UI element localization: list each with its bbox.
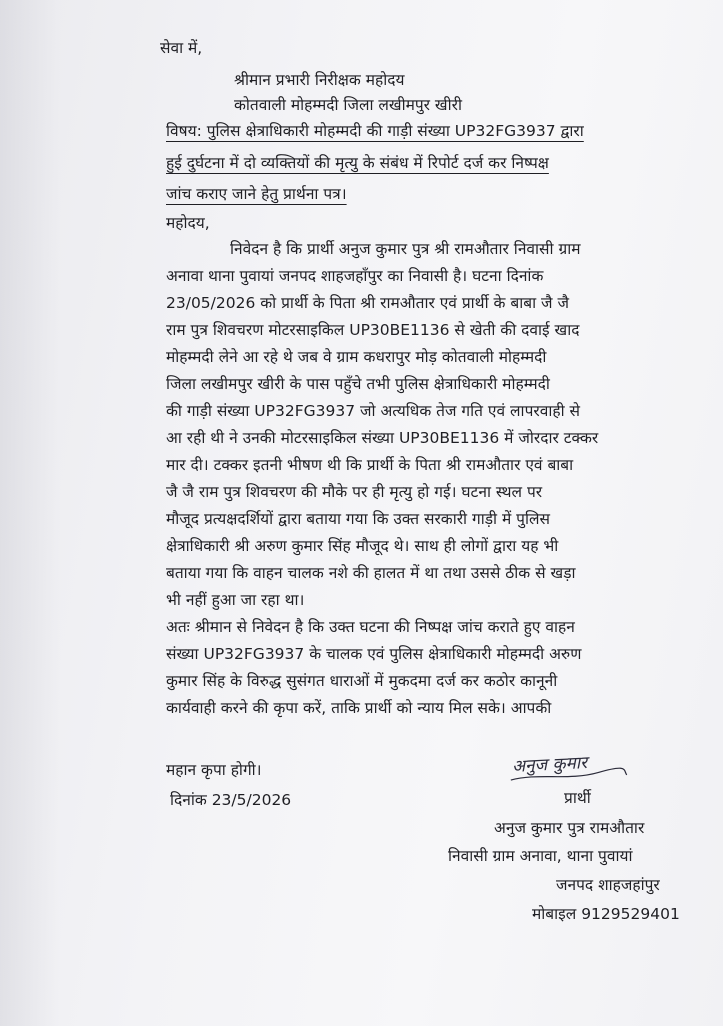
body-line: महान कृपा होगी। bbox=[166, 761, 262, 779]
applicant-mobile: मोबाइल 9129529401 bbox=[532, 905, 680, 923]
body-line: मोहम्मदी लेने आ रहे थे जब वे ग्राम कधरापुर मोड़ कोतवाली मोहम्मदी bbox=[166, 348, 547, 366]
applicant-signature bbox=[511, 750, 587, 777]
body-line: क्षेत्राधिकारी श्री अरुण कुमार सिंह मौजूद थे। साथ ही लोगों द्वारा यह भी bbox=[166, 537, 559, 555]
body-line: अनावा थाना पुवायां जनपद शाहजहाँपुर का निवासी है। घटना दिनांक bbox=[166, 267, 544, 285]
body-line: की गाड़ी संख्या UP32FG3937 जो अत्यधिक तेज गति एवं लापरवाही से bbox=[166, 402, 580, 420]
body-line: निवेदन है कि प्रार्थी अनुज कुमार पुत्र श्री रामऔतार निवासी ग्राम bbox=[230, 240, 581, 258]
subject-line-2: हुई दुर्घटना में दो व्यक्तियों की मृत्यु के संबंध में रिपोर्ट दर्ज कर निष्पक्ष bbox=[166, 154, 549, 172]
body-line: अतः श्रीमान से निवेदन है कि उक्त घटना की निष्पक्ष जांच कराते हुए वाहन bbox=[166, 618, 575, 636]
letter-date: दिनांक 23/5/2026 bbox=[170, 791, 292, 809]
recipient-line-1: श्रीमान प्रभारी निरीक्षक महोदय bbox=[234, 71, 405, 89]
body-line: राम पुत्र शिवचरण मोटरसाइकिल UP30BE1136 से खेती की दवाई खाद bbox=[166, 321, 580, 339]
page-shadow bbox=[0, 0, 60, 1026]
body-line: कार्यवाही करने की कृपा करें, ताकि प्रार्थी को न्याय मिल सके। आपकी bbox=[166, 699, 552, 717]
greeting: महोदय, bbox=[166, 214, 210, 232]
applicant-address-line-1: निवासी ग्राम अनावा, थाना पुवायां bbox=[448, 847, 633, 865]
subject-line-3: जांच कराए जाने हेतु प्रार्थना पत्र। bbox=[166, 185, 347, 203]
salutation: सेवा में, bbox=[160, 39, 203, 57]
signature-text: अनुज कुमार bbox=[511, 753, 588, 777]
applicant-label: प्रार्थी bbox=[564, 789, 591, 807]
body-line: 23/05/2026 को प्रार्थी के पिता श्री रामऔतार एवं प्रार्थी के बाबा जै जै bbox=[166, 294, 569, 312]
body-line: जै जै राम पुत्र शिवचरण की मौके पर ही मृत्यु हो गई। घटना स्थल पर bbox=[166, 483, 543, 501]
body-line: बताया गया कि वाहन चालक नशे की हालत में था तथा उससे ठीक से खड़ा bbox=[166, 564, 576, 582]
body-line: संख्या UP32FG3937 के चालक एवं पुलिस क्षेत्राधिकारी मोहम्मदी अरुण bbox=[166, 645, 582, 663]
body-line: भी नहीं हुआ जा रहा था। bbox=[166, 591, 305, 609]
body-line: आ रही थी ने उनकी मोटरसाइकिल संख्या UP30BE1136 में जोरदार टक्कर bbox=[166, 429, 599, 447]
applicant-name: अनुज कुमार पुत्र रामऔतार bbox=[494, 819, 645, 837]
applicant-address-line-2: जनपद शाहजहांपुर bbox=[556, 876, 660, 894]
subject-line-1: विषय: पुलिस क्षेत्राधिकारी मोहम्मदी की गाड़ी संख्या UP32FG3937 द्वारा bbox=[166, 122, 584, 140]
body-line: मौजूद प्रत्यक्षदर्शियों द्वारा बताया गया कि उक्त सरकारी गाड़ी में पुलिस bbox=[166, 510, 550, 528]
body-line: जिला लखीमपुर खीरी के पास पहुँचे तभी पुलिस क्षेत्राधिकारी मोहम्मदी bbox=[166, 375, 550, 393]
recipient-line-2: कोतवाली मोहम्मदी जिला लखीमपुर खीरी bbox=[234, 96, 462, 114]
body-line: कुमार सिंह के विरुद्ध सुसंगत धाराओं में मुकदमा दर्ज कर कठोर कानूनी bbox=[166, 672, 558, 690]
body-line: मार दी। टक्कर इतनी भीषण थी कि प्रार्थी के पिता श्री रामऔतार एवं बाबा bbox=[166, 456, 574, 474]
